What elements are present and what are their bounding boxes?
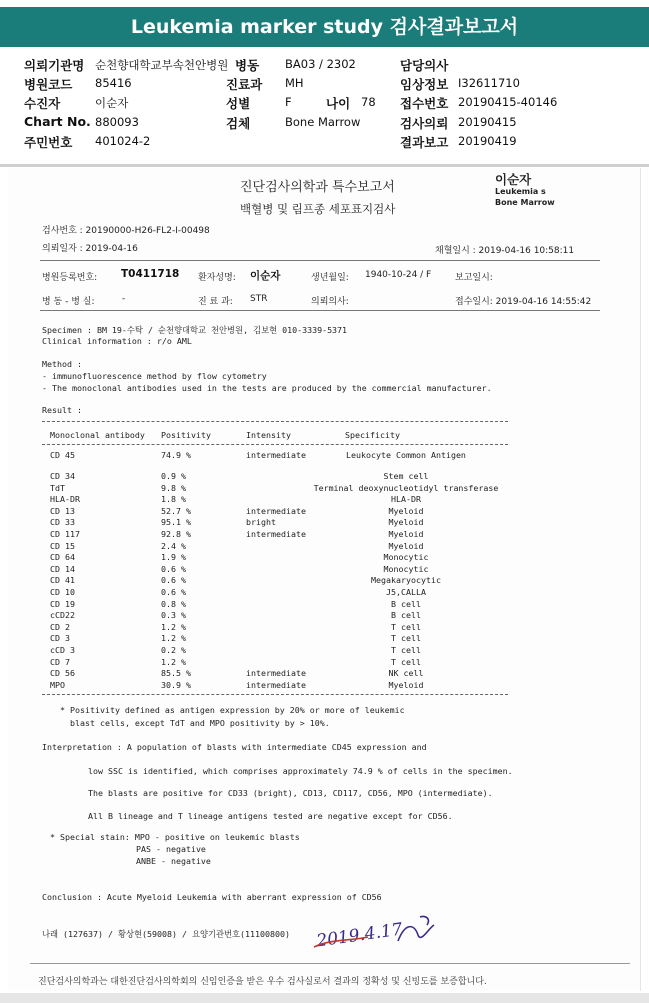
- row-specificity: NK cell: [388, 668, 424, 679]
- row-specificity: Myeloid: [388, 540, 424, 551]
- row-positivity: 1.2 %: [161, 621, 186, 632]
- row-positivity: 0.9 %: [161, 471, 186, 481]
- row-antibody: CD 10: [50, 587, 75, 597]
- note-line-1: * Positivity defined as antigen expression by 20% or more of leukemic: [60, 705, 405, 715]
- row-intensity: intermediate: [246, 529, 306, 539]
- row-antibody: cCD22: [50, 610, 75, 621]
- scanned-report: [8, 168, 641, 991]
- row-positivity: 74.9 %: [161, 450, 191, 460]
- rule: [40, 310, 600, 311]
- sex-value: F: [285, 95, 292, 109]
- report-title: Leukemia marker study 검사결과보고서: [0, 7, 649, 47]
- hospital-code-label: 병원코드: [24, 77, 73, 92]
- ward-room: -: [122, 294, 126, 304]
- row-positivity: 0.6 %: [161, 587, 186, 597]
- row-antibody: CD 45: [50, 450, 75, 460]
- special-stain-line-1: * Special stain: MPO - positive on leukemic blasts: [50, 832, 300, 842]
- row-antibody: CD 2: [50, 621, 70, 632]
- row-antibody: CD 14: [50, 563, 75, 574]
- row-antibody: CD 15: [50, 540, 75, 551]
- row-positivity: 30.9 %: [161, 679, 191, 690]
- specimen-label: 검체: [226, 116, 251, 131]
- interpretation-line-4: All B lineage and T lineage antigens tested are negative except for CD56.: [88, 811, 453, 821]
- age-label: 나이: [326, 96, 351, 111]
- bottom-scrollbar-area: [0, 993, 649, 1003]
- patient-value: 이순자: [95, 96, 129, 110]
- table-rule-bottom: [42, 694, 508, 695]
- row-antibody: CD 64: [50, 552, 75, 563]
- row-positivity: 0.6 %: [161, 563, 186, 574]
- specimen-value: Bone Marrow: [285, 115, 361, 129]
- row-specificity: T cell: [391, 621, 421, 632]
- report-date-value: 20190419: [458, 134, 517, 148]
- note-line-2: blast cells, except TdT and MPO positivity by > 10%.: [70, 718, 330, 728]
- row-antibody: MPO: [50, 679, 65, 690]
- clinical-info-label: 임상정보: [400, 77, 449, 92]
- signature-date: 2019.4.17: [315, 919, 404, 952]
- row-positivity: 92.8 %: [161, 529, 191, 539]
- row-specificity: Monocytic: [383, 552, 429, 563]
- interpretation-line-3: The blasts are positive for CD33 (bright), CD13, CD117, CD56, MPO (intermediate).: [88, 788, 493, 798]
- row-positivity: 1.2 %: [161, 656, 186, 667]
- dept-label: 진료과: [226, 77, 263, 92]
- signers: 나래 (127637) / 황상현(59008) / 요양기관번호(11100800): [42, 929, 291, 939]
- reg-no: T0411718: [121, 268, 180, 280]
- receipt-datetime: 접수일시: 2019-04-16 14:55:42: [455, 297, 592, 307]
- row-positivity: 9.8 %: [161, 482, 186, 493]
- row-positivity: 1.8 %: [161, 494, 186, 505]
- row-intensity: intermediate: [246, 668, 306, 679]
- col-specificity: Specificity: [345, 430, 400, 440]
- row-intensity: bright: [246, 517, 276, 528]
- row-antibody: CD 56: [50, 668, 75, 679]
- row-positivity: 1.9 %: [161, 552, 186, 563]
- row-positivity: 95.1 %: [161, 517, 191, 528]
- sex-label: 성별: [226, 96, 251, 111]
- report-time-label: 보고일시:: [455, 273, 493, 283]
- report-subtitle: 백혈병 및 림프종 세포표지검사: [240, 202, 396, 216]
- corner-patient-name: 이순자: [495, 172, 532, 187]
- row-antibody: CD 7: [50, 656, 70, 667]
- row-antibody: CD 19: [50, 598, 75, 609]
- resident-no-label: 주민번호: [24, 135, 73, 150]
- clinical-info-value: I32611710: [458, 76, 520, 90]
- row-antibody: cCD 3: [50, 645, 75, 655]
- interpretation-line-1: Interpretation : A population of blasts with intermediate CD45 expression and: [42, 742, 427, 752]
- row-positivity: 85.5 %: [161, 668, 191, 679]
- row-antibody: CD 13: [50, 505, 75, 516]
- method-title: Method :: [42, 359, 82, 369]
- row-specificity: Myeloid: [388, 505, 424, 516]
- request-date-value: 20190415: [458, 115, 517, 129]
- row-antibody: CD 117: [50, 529, 80, 539]
- row-specificity: Leukocyte Common Antigen: [346, 450, 466, 460]
- col-intensity: Intensity: [246, 430, 291, 440]
- col-positivity: Positivity: [161, 430, 211, 440]
- dept-report-title: 진단검사의학과 특수보고서: [240, 180, 395, 195]
- corner-label-2: Bone Marrow: [495, 198, 555, 207]
- ward-label: 병동: [235, 58, 260, 73]
- row-antibody: HLA-DR: [50, 494, 80, 505]
- row-specificity: J5,CALLA: [386, 587, 426, 597]
- patient-name: 이순자: [250, 270, 281, 282]
- row-specificity: T cell: [391, 656, 421, 667]
- row-positivity: 0.2 %: [161, 645, 186, 655]
- row-positivity: 2.4 %: [161, 540, 186, 551]
- row-specificity: Myeloid: [388, 529, 424, 539]
- patient-label: 수진자: [24, 96, 61, 111]
- row-specificity: T cell: [391, 633, 421, 644]
- dob: 1940-10-24 / F: [365, 270, 432, 280]
- patient-name-label: 환자성명:: [198, 273, 236, 283]
- row-antibody: CD 33: [50, 517, 75, 528]
- row-specificity: Megakaryocytic: [371, 575, 441, 586]
- row-positivity: 52.7 %: [161, 505, 191, 516]
- dept-label-scan: 진 료 과:: [198, 297, 233, 307]
- row-specificity: Monocytic: [383, 563, 429, 574]
- interpretation-line-2: low SSC is identified, which comprises approximately 74.9 % of cells in the specimen.: [88, 766, 513, 776]
- age-value: 78: [361, 95, 376, 109]
- method-line-2: - The monoclonal antibodies used in the tests are produced by the commercial manufacturer.: [42, 383, 492, 393]
- row-intensity: intermediate: [246, 505, 306, 516]
- row-specificity: T cell: [391, 645, 421, 655]
- chart-no-label: Chart No.: [24, 114, 91, 129]
- row-specificity: Terminal deoxynucleotidyl transferase: [313, 482, 499, 493]
- handwritten-signature: [310, 903, 450, 953]
- row-specificity: HLA-DR: [391, 494, 421, 505]
- row-specificity: Stem cell: [383, 471, 429, 481]
- accreditation-footer: 진단검사의학과는 대한진단검사의학회의 신임인증을 받은 우수 검사실로서 결과의 정확성 및 신빙도를 보증합니다.: [38, 977, 487, 987]
- rule: [40, 260, 600, 261]
- special-stain-line-3: ANBE - negative: [136, 856, 211, 866]
- rule: [30, 963, 630, 964]
- dept-value: MH: [285, 76, 304, 90]
- institution-value: 순천향대학교부속천안병원: [95, 58, 229, 72]
- chart-no-value: 880093: [95, 115, 139, 129]
- row-positivity: 0.3 %: [161, 610, 186, 621]
- collection-datetime: 채혈일시 : 2019-04-16 10:58:11: [435, 246, 575, 256]
- special-stain-line-2: PAS - negative: [136, 844, 206, 854]
- row-positivity: 1.2 %: [161, 633, 186, 644]
- row-specificity: B cell: [391, 598, 421, 609]
- receipt-no-value: 20190415-40146: [458, 95, 558, 109]
- dob-label: 생년월일:: [311, 273, 349, 283]
- section-divider: [0, 164, 649, 167]
- request-date: 의뢰일자 : 2019-04-16: [42, 244, 138, 254]
- ward-room-label: 병 동 - 병 실:: [42, 297, 95, 307]
- result-title: Result :: [42, 405, 82, 415]
- method-line-1: - immunofluorescence method by flow cytometry: [42, 371, 267, 381]
- row-positivity: 0.8 %: [161, 598, 186, 609]
- row-positivity: 0.6 %: [161, 575, 186, 586]
- reg-no-label: 병원등록번호:: [42, 273, 98, 283]
- receipt-no-label: 접수번호: [400, 96, 449, 111]
- doctor-label: 담당의사: [400, 58, 449, 73]
- institution-label: 의뢰기관명: [24, 58, 85, 73]
- row-antibody: TdT: [50, 482, 65, 493]
- table-rule-top: [42, 421, 508, 422]
- row-specificity: Myeloid: [388, 679, 424, 690]
- hospital-code-value: 85416: [95, 76, 132, 90]
- row-antibody: CD 3: [50, 633, 70, 644]
- conclusion: Conclusion : Acute Myeloid Leukemia with aberrant expression of CD56: [42, 892, 382, 902]
- request-date-label: 검사의뢰: [400, 116, 449, 131]
- corner-label-1: Leukemia s: [495, 187, 546, 196]
- clinical-line: Clinical information : r/o AML: [42, 336, 192, 346]
- row-intensity: intermediate: [246, 450, 306, 460]
- row-intensity: intermediate: [246, 679, 306, 690]
- row-specificity: B cell: [391, 610, 421, 621]
- dept-scan: STR: [250, 294, 268, 304]
- row-specificity: Myeloid: [388, 517, 424, 528]
- patient-info-panel: [0, 52, 649, 164]
- row-antibody: CD 34: [50, 471, 75, 481]
- table-rule-header: [42, 444, 508, 445]
- resident-no-value: 401024-2: [95, 134, 151, 148]
- req-doctor-label: 의뢰의사:: [311, 297, 349, 307]
- ward-value: BA03 / 2302: [285, 57, 356, 71]
- specimen-line: Specimen : BM 19-수탁 / 순천향대학교 천안병원, 김보현 010-3339-5371: [42, 325, 348, 335]
- col-antibody: Monoclonal antibody: [50, 430, 145, 440]
- test-number: 검사번호 : 20190000-H26-FL2-I-00498: [42, 226, 210, 236]
- row-antibody: CD 41: [50, 575, 75, 586]
- report-date-label: 결과보고: [400, 135, 449, 150]
